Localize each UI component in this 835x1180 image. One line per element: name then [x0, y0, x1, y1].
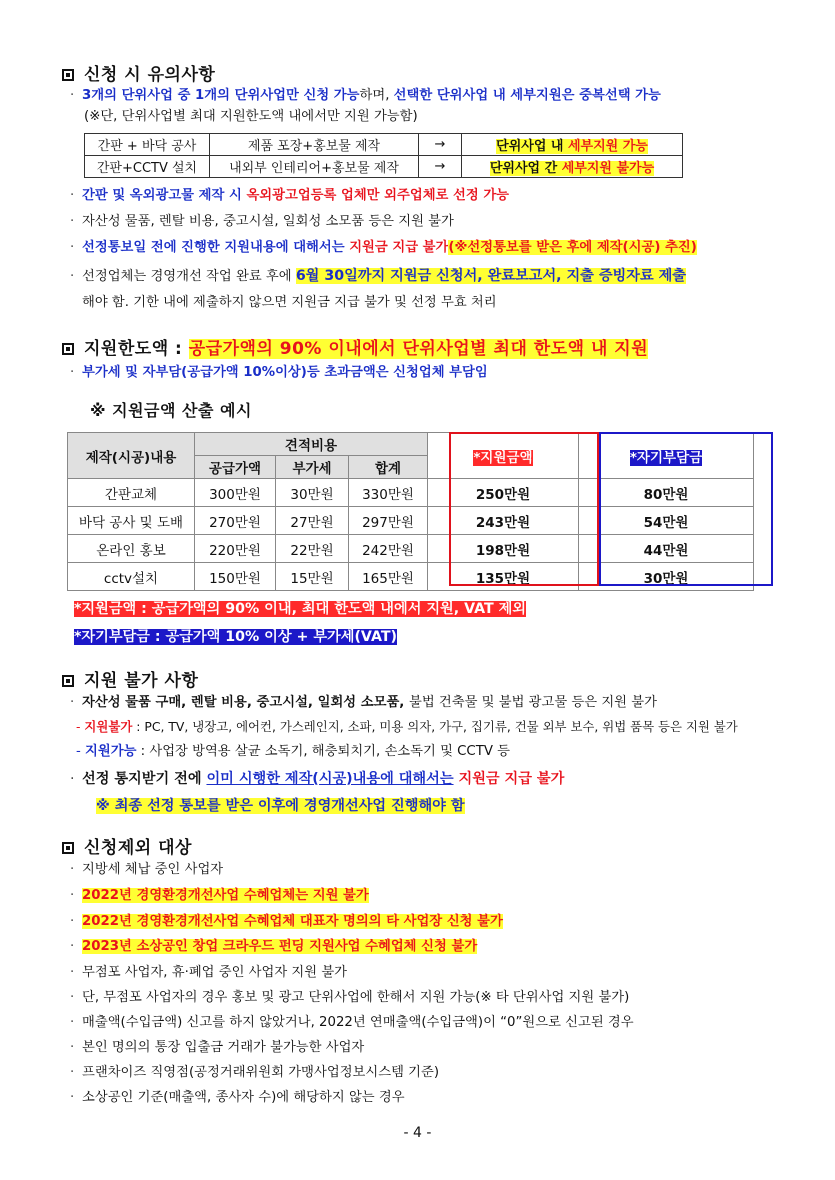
cell-total: 330만원 [349, 479, 428, 507]
list-item [70, 1062, 439, 1084]
list-item [70, 987, 629, 1009]
nosupport-line-3 [76, 741, 510, 763]
notice-line-2 [84, 106, 418, 128]
text: 세부지원 불가능 [561, 161, 655, 176]
text: *자기부담금 [629, 449, 703, 466]
text: 선정업체는 경영개선 작업 완료 후에 [82, 269, 296, 284]
cell-support: 198만원 [428, 535, 579, 563]
support-amount-frame [449, 432, 599, 586]
cell-self: 30만원 [579, 563, 754, 591]
page-number: - 4 - [403, 1125, 432, 1141]
cell-vat: 30만원 [276, 479, 349, 507]
bullet-dot-icon: · [70, 88, 75, 103]
header-supply: 공급가액 [195, 456, 276, 479]
text: 2022년 경영환경개선사업 수혜업체는 지원 불가 [82, 888, 369, 903]
cell-supply: 270만원 [195, 507, 276, 535]
text: 해야 함. 기한 내에 제출하지 않으면 지원금 지급 불가 및 선정 무효 처리 [82, 295, 497, 310]
table-cell: 제품 포장+홍보물 제작 [210, 134, 419, 156]
text: : PC, TV, 냉장고, 에어컨, 가스레인지, 소파, 미용 의자, 가구, 집기류, 건물 외부 보수, 위법 품목 등은 지원 불가 [132, 719, 738, 734]
text: : 사업장 방역용 살균 소독기, 해충퇴치기, 손소독기 및 CCTV 등 [136, 744, 510, 759]
text: 세부지원 가능 [567, 139, 648, 154]
cell-item: 간판교체 [68, 479, 195, 507]
text: 6월 30일까지 지원금 신청서, 완료보고서, 지출 증빙자료 제출 [295, 268, 687, 284]
list-item [70, 1037, 364, 1059]
text: 프랜차이즈 직영점(공정거래위원회 가맹사업정보시스템 기준) [82, 1065, 440, 1080]
self-pay-frame [599, 432, 773, 586]
cell-vat: 27만원 [276, 507, 349, 535]
bullet-dot-icon: · [70, 1090, 75, 1105]
cell-total: 297만원 [349, 507, 428, 535]
notice-line-6 [70, 265, 686, 288]
cell-total: 165만원 [349, 563, 428, 591]
list-item [70, 1087, 405, 1109]
bullet-dot-icon: · [70, 965, 75, 980]
list-item [70, 1012, 634, 1034]
text: 하며, [359, 88, 394, 103]
nosupport-line-4 [70, 768, 564, 790]
cell-supply: 300만원 [195, 479, 276, 507]
bullet-dot-icon: · [70, 990, 75, 1005]
text: *지원금액 : 공급가액의 90% 이내, 최대 한도액 내에서 지원, VAT 제외 [74, 601, 527, 617]
notice-line-7 [82, 292, 497, 314]
section-title: 신청제외 대상 [84, 838, 192, 858]
text: ※ 최종 선정 통보를 받은 이후에 경영개선사업 진행해야 함 [96, 798, 465, 814]
square-bullet-icon [62, 675, 74, 687]
bullet-dot-icon: · [70, 771, 75, 787]
cell-item: 바닥 공사 및 도배 [68, 507, 195, 535]
section-heading-not-supported [62, 666, 198, 691]
text: 옥외광고업등록 업체만 외주업체로 선정 가능 [246, 188, 510, 203]
note-support [74, 598, 526, 620]
notice-line-4 [70, 211, 454, 233]
bullet-dot-icon: · [70, 1065, 75, 1080]
cell-supply: 220만원 [195, 535, 276, 563]
section-title: 신청 시 유의사항 [84, 65, 216, 85]
nosupport-line-1 [70, 692, 657, 714]
text: 이미 시행한 제작(시공)내용에 대해서는 [206, 771, 454, 787]
cell-support: 250만원 [428, 479, 579, 507]
cell-supply: 150만원 [195, 563, 276, 591]
cell-total: 242만원 [349, 535, 428, 563]
header-total: 합계 [349, 456, 428, 479]
section-heading-excluded [62, 833, 192, 858]
bullet-dot-icon: · [70, 269, 75, 284]
cell-self: 54만원 [579, 507, 754, 535]
list-item [70, 859, 223, 881]
bullet-dot-icon: · [70, 365, 75, 380]
arrow-icon: → [419, 156, 462, 178]
header-vat: 부가세 [276, 456, 349, 479]
text: 자산성 물품 구매, 렌탈 비용, 중고시설, 일회성 소모품, [82, 695, 409, 710]
table-row [85, 134, 683, 156]
nosupport-line-2 [76, 716, 738, 738]
section-title: 지원한도액 : [84, 339, 189, 359]
cell-vat: 15만원 [276, 563, 349, 591]
header-item: 제작(시공)내용 [68, 433, 195, 479]
section-heading-limit [62, 334, 648, 359]
cell-item: 온라인 홍보 [68, 535, 195, 563]
bullet-dot-icon: · [70, 188, 75, 203]
note-self [74, 626, 397, 648]
square-bullet-icon [62, 343, 74, 355]
text: 본인 명의의 통장 입출금 거래가 불가능한 사업자 [82, 1040, 365, 1055]
text: 선정통보일 전에 진행한 지원내용에 대해서는 [82, 240, 350, 255]
text: 단, 무점포 사업자의 경우 홍보 및 광고 단위사업에 한해서 지원 가능(※ 타 단위사업 지원 불가) [82, 990, 630, 1005]
text: 2023년 소상공인 창업 크라우드 펀딩 지원사업 수혜업체 신청 불가 [82, 939, 478, 954]
bullet-dot-icon: · [70, 695, 75, 710]
section-title-highlight: 공급가액의 90% 이내에서 단위사업별 최대 한도액 내 지원 [188, 339, 649, 359]
header-estimate: 견적비용 [195, 433, 428, 456]
square-bullet-icon [62, 842, 74, 854]
cell-item: cctv설치 [68, 563, 195, 591]
table-cell [462, 156, 683, 178]
square-bullet-icon [62, 69, 74, 81]
combination-table [84, 133, 683, 178]
table-row [85, 156, 683, 178]
table-cell: 내외부 인테리어+홍보물 제작 [210, 156, 419, 178]
cell-vat: 22만원 [276, 535, 349, 563]
text: 지원불가 [84, 719, 133, 734]
notice-line-5 [70, 237, 697, 259]
text: 지방세 체납 중인 사업자 [82, 862, 224, 877]
arrow-icon: → [419, 134, 462, 156]
text: 불법 건축물 및 불법 광고물 등은 지원 불가 [408, 695, 657, 710]
text: 2022년 경영환경개선사업 수혜업체 대표자 명의의 타 사업장 신청 불가 [82, 914, 503, 929]
text: (※선정통보를 받은 후에 제작(시공) 추진) [448, 240, 697, 255]
text: (※단, 단위사업별 최대 지원한도액 내에서만 지원 가능함) [84, 109, 418, 124]
text: *자기부담금 : 공급가액 10% 이상 + 부가세(VAT) [74, 629, 397, 645]
notice-line-1 [70, 85, 661, 107]
text: 단위사업 간 [489, 161, 562, 176]
list-item [70, 885, 369, 907]
text: 소상공인 기준(매출액, 종사자 수)에 해당하지 않는 경우 [82, 1090, 405, 1105]
text: 3개의 단위사업 중 1개의 단위사업만 신청 가능 [82, 88, 360, 103]
cell-support: 135만원 [428, 563, 579, 591]
text: 선택한 단위사업 내 세부지원은 중복선택 가능 [393, 88, 661, 103]
dash-icon: - [76, 719, 85, 734]
highlight-text [496, 139, 648, 154]
table-cell: 간판+CCTV 설치 [85, 156, 210, 178]
text: 매출액(수입금액) 신고를 하지 않았거나, 2022년 연매출액(수입금액)이 “0”원으로 신고된 경우 [82, 1015, 634, 1030]
notice-line-3 [70, 185, 509, 207]
bullet-dot-icon: · [70, 214, 75, 229]
bullet-dot-icon: · [70, 914, 75, 929]
dash-icon: - [76, 744, 86, 759]
highlight-text [490, 161, 654, 176]
limit-line-1 [70, 362, 488, 384]
text: 단위사업 내 [496, 139, 568, 154]
cell-self: 44만원 [579, 535, 754, 563]
bullet-dot-icon: · [70, 888, 75, 903]
text: 부가세 및 자부담(공급가액 10%이상)등 초과금액은 신청업체 부담임 [82, 365, 488, 380]
bullet-dot-icon: · [70, 1015, 75, 1030]
table-cell: 간판 + 바닥 공사 [85, 134, 210, 156]
example-title: ※ 지원금액 산출 예시 [90, 401, 252, 420]
text: 지원금 지급 불가 [453, 771, 565, 787]
list-item [70, 936, 477, 958]
text: *지원금액 [473, 449, 533, 466]
list-item [70, 911, 503, 933]
bullet-dot-icon: · [70, 862, 75, 877]
cell-support: 243만원 [428, 507, 579, 535]
section-title: 지원 불가 사항 [84, 671, 199, 691]
list-item [70, 962, 347, 984]
nosupport-line-5 [96, 795, 465, 817]
text: 자산성 물품, 렌탈 비용, 중고시설, 일회성 소모품 등은 지원 불가 [82, 214, 454, 229]
text: 무점포 사업자, 휴·폐업 중인 사업자 지원 불가 [82, 965, 348, 980]
cell-self: 80만원 [579, 479, 754, 507]
text: 지원가능 [85, 744, 137, 759]
section-heading-notice [62, 60, 215, 85]
bullet-dot-icon: · [70, 939, 75, 954]
table-cell [462, 134, 683, 156]
bullet-dot-icon: · [70, 1040, 75, 1055]
bullet-dot-icon: · [70, 240, 75, 255]
text: 간판 및 옥외광고물 제작 시 [82, 188, 247, 203]
text: 지원금 지급 불가 [349, 240, 449, 255]
text: 선정 통지받기 전에 [82, 771, 207, 787]
